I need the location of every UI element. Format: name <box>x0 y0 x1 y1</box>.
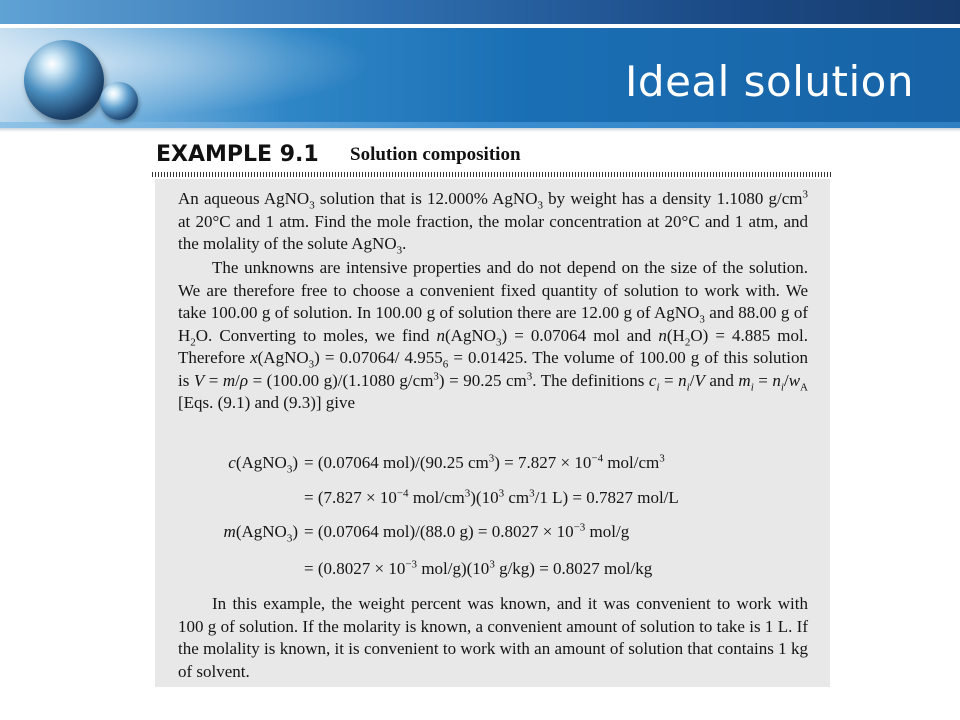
solution-paragraph: The unknowns are intensive properties and do not depend on the size of the solution. We are therefore free to choose a convenient fixed quantity of solution to work with. We take 100.00 g of solution. In 100.00 g of solution there are 12.00 g of AgNO$_3$ and 88.00 g of $H_2O$. Converting to moles, we find n(AgNO$_3$) = 0.07064 mol and $n(H_2O) = 4.885$ mol. Therefore x(AgNO$_3$) = 0.07064/ $4.955_6 = 0.01425$. The volume of 100.00 g of this solution is V = m/ρ = (100.00 g)/(1.1080 $g/cm^3) = 90.25$ $cm^3$. The definitions $c_i = n_i/V$ and $m_i = n_i/w_A$ [Eqs. (9.1) and (9.3)] give <box>178 258 808 412</box>
globe-small-icon <box>100 82 138 120</box>
slide-title: Ideal solution <box>625 57 914 106</box>
example-title: Solution composition <box>350 144 521 165</box>
equation-rhs: = (0.07064 mol)/(90.25 $cm^3) = 7.827 \times 10^{-4}$ mol/$cm^3$ <box>304 452 665 472</box>
header-divider <box>0 128 960 132</box>
conclusion-paragraph: In this example, the weight percent was known, and it was convenient to work with 100 g of solution. If the molarity is known, a convenient amount of solution to take is 1 L. If the molality is known, it is convenient to work with an amount of solution that contains 1 kg of solvent. <box>178 594 808 681</box>
example-heading <box>152 140 842 174</box>
equation-rhs: = ($0.8027 \times 10^{-3}$ mol/$g)(10^3$ g/kg) = 0.8027 mol/kg <box>304 558 653 578</box>
equation-row <box>208 486 828 510</box>
globe-large-icon <box>24 40 104 120</box>
heading-rule <box>152 172 832 177</box>
equation-row <box>208 520 828 544</box>
problem-statement: An aqueous AgNO$_3$ solution that is 12.000% AgNO$_3$ by weight has a density 1.1080 $g/cm^3$ at 20°C and 1 atm. Find the mole fraction, the molar concentration at 20°C and 1 atm, and the molality of the solute AgNO$_3$. <box>178 188 808 257</box>
top-strip <box>0 0 960 24</box>
equation-lhs: c(AgNO$_3$) <box>228 453 298 476</box>
equation-rhs: = (0.07064 mol)/(88.0 $g) = 0.8027 \times 10^{-3}$ mol/g <box>304 521 630 541</box>
equation-row <box>208 451 828 475</box>
equation-row <box>208 557 828 581</box>
example-label: EXAMPLE 9.1 <box>156 142 319 167</box>
equation-lhs: m(AgNO$_3$) <box>223 522 298 545</box>
equation-rhs: = ($7.827 \times 10^{-4}$ mol/$cm^3)(10^3$ $cm^3/1$ L) = 0.7827 mol/L <box>304 487 679 507</box>
